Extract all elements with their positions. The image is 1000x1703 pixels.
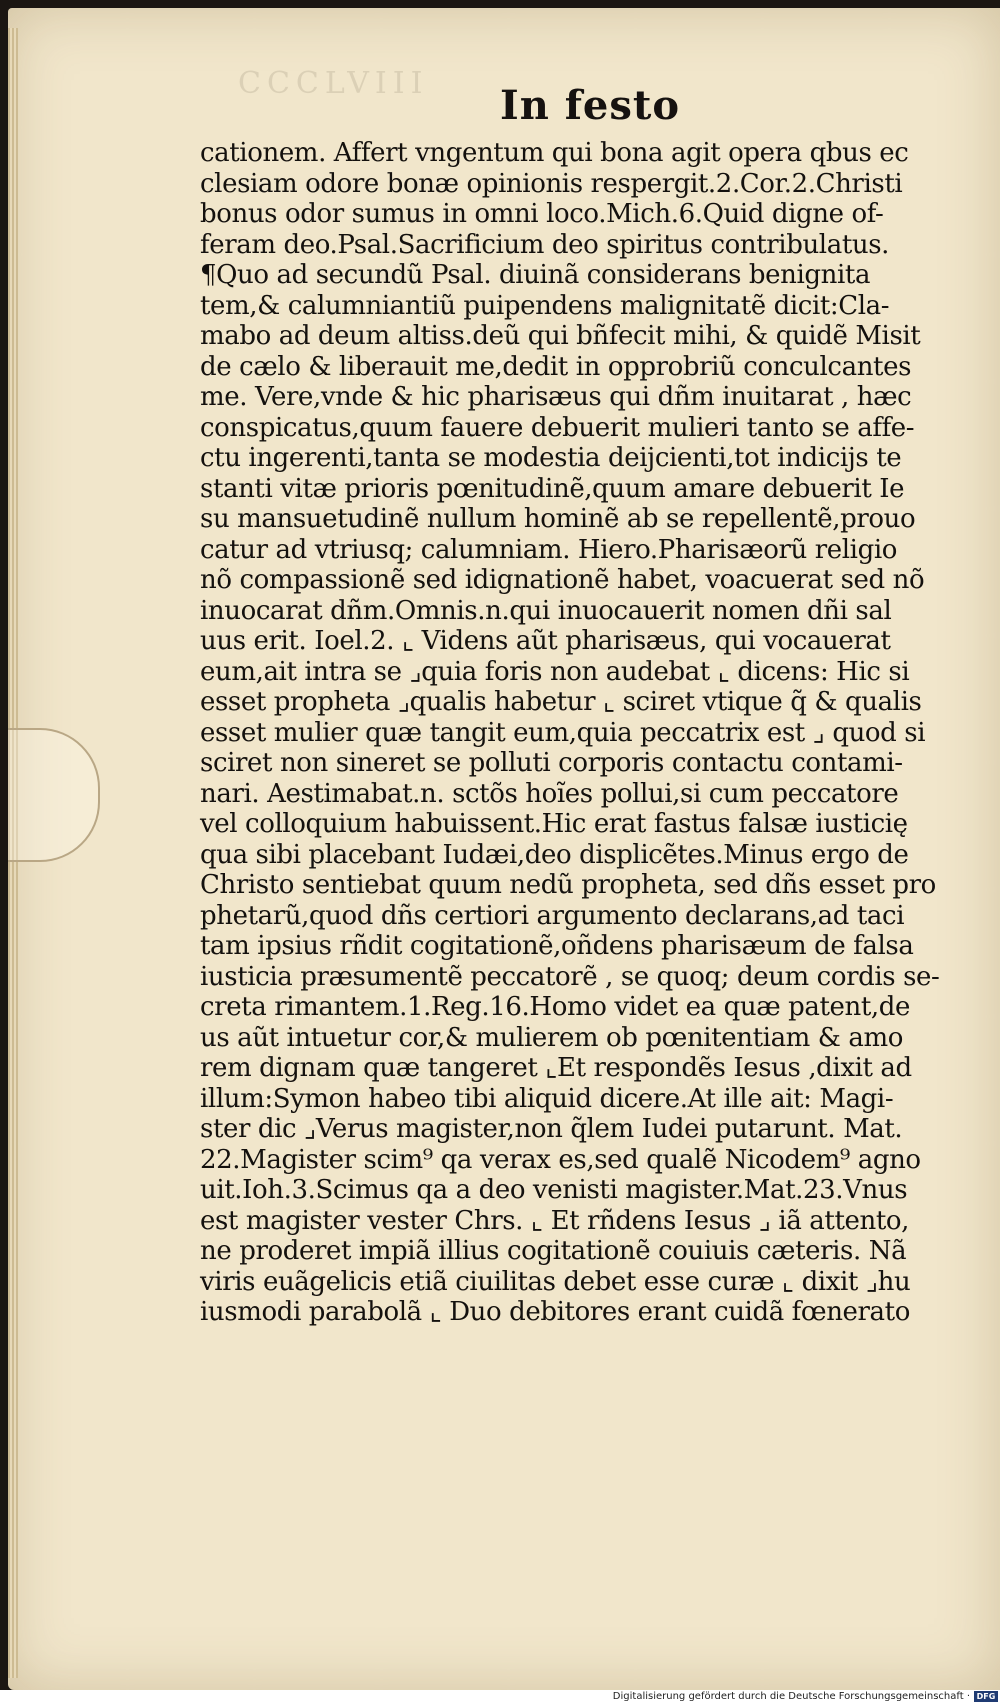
text-line: nõ compassionẽ sed idignationẽ habet, voacuerat sed nõ <box>200 565 925 595</box>
text-line: viris euãgelicis etiã ciuilitas debet esse curæ ⌞ dixit ⌟hu <box>200 1266 911 1297</box>
text-line: creta rimantem.1.Reg.16.Homo videt ea quæ patent,de <box>200 992 910 1022</box>
text-line: esset propheta ⌟qualis habetur ⌞ sciret vtique q̃ & qualis <box>200 687 922 717</box>
text-line: clesiam odore bonæ opinionis respergit.2.Cor.2.Christi <box>200 168 903 199</box>
text-line: eum,ait intra se ⌟quia foris non audebat ⌞ dicens: Hic si <box>200 656 910 687</box>
text-line: mabo ad deum altiss.deũ qui bñfecit mihi, & quidẽ Misit <box>200 321 921 351</box>
text-line: cationem. Affert vngentum qui bona agit opera qbus ec <box>200 138 909 168</box>
text-line: conspicatus,quum fauere debuerit mulieri tanto se affe- <box>200 412 915 443</box>
text-line: iusmodi parabolã ⌞ Duo debitores erant cuidã fœnerato <box>200 1297 910 1327</box>
text-line: qua sibi placebant Iudæi,deo displicẽtes.Minus ergo de <box>200 839 909 870</box>
text-line: su mansuetudinẽ nullum hominẽ ab se repellentẽ,prouo <box>200 504 916 534</box>
footer-credit: Digitalisierung gefördert durch die Deutsche Forschungsgemeinschaft · <box>612 1691 970 1702</box>
text-line: iusticia præsumentẽ peccatorẽ , se quoq; deum cordis se- <box>200 961 940 992</box>
text-line: tem,& calumniantiũ puipendens malignitatẽ dicit:Cla- <box>200 290 890 321</box>
text-line: catur ad vtriusq; calumniam. Hiero.Pharisæorũ religio <box>200 534 897 565</box>
text-line: est magister vester Chrs. ⌞ Et rñdens Iesus ⌟ iã attento, <box>200 1205 909 1236</box>
text-line: phetarũ,quod dñs certiori argumento declarans,ad taci <box>200 900 905 931</box>
text-line: Christo sentiebat quum nedũ propheta, sed dñs esset pro <box>200 870 936 900</box>
text-line: us aũt intuetur cor,& mulierem ob pœnitentiam & amo <box>200 1022 904 1053</box>
text-line: uit.Ioh.3.Scimus qa a deo venisti magister.Mat.23.Vnus <box>200 1175 908 1205</box>
text-line: uus erit. Ioel.2. ⌞ Videns aũt pharisæus, qui vocauerat <box>200 626 891 656</box>
text-line: ne proderet impiã illius cogitationẽ couiuis cæteris. Nã <box>200 1236 907 1266</box>
text-line: nari. Aestimabat.n. sctõs hoĩes pollui,si cum peccatore <box>200 778 899 809</box>
dfg-logo: DFG <box>974 1691 998 1702</box>
text-line: me. Vere,vnde & hic pharisæus qui dñm inuitarat , hæc <box>200 382 912 412</box>
text-line: inuocarat dñm.Omnis.n.qui inuocauerit nomen dñi sal <box>200 595 892 626</box>
text-line: feram deo.Psal.Sacrificium deo spiritus contribulatus. <box>200 229 890 260</box>
text-line: vel colloquium habuissent.Hic erat fastus falsæ iusticię <box>200 809 908 839</box>
text-line: illum:Symon habeo tibi aliquid dicere.At ille ait: Magi- <box>200 1083 894 1114</box>
body-text <box>200 138 940 1328</box>
text-line: sciret non sineret se polluti corporis contactu contami- <box>200 748 903 778</box>
text-line: esset mulier quæ tangit eum,quia peccatrix est ⌟ quod si <box>200 717 926 748</box>
text-line: bonus odor sumus in omni loco.Mich.6.Quid digne of- <box>200 199 884 229</box>
bleed-through-text: CCCLVIII <box>238 66 429 101</box>
text-line: stanti vitæ prioris pœnitudinẽ,quum amare debuerit Ie <box>200 473 905 504</box>
digitization-footer <box>0 1690 1000 1703</box>
text-line: ctu ingerenti,tanta se modestia deijcienti,tot indicijs te <box>200 443 902 473</box>
text-line: rem dignam quæ tangeret ⌞Et respondẽs Iesus ,dixit ad <box>200 1053 912 1083</box>
running-head: In festo <box>500 82 681 129</box>
page-tab-marker <box>8 728 100 862</box>
text-line: de cælo & liberauit me,dedit in opprobriũ conculcantes <box>200 351 912 382</box>
text-line: tam ipsius rñdit cogitationẽ,oñdens pharisæum de falsa <box>200 931 914 961</box>
text-line: ¶Quo ad secundũ Psal. diuinã considerans benignita <box>200 260 871 290</box>
text-line: ster dic ⌟Verus magister,non q̃lem Iudei putarunt. Mat. <box>200 1114 903 1144</box>
text-line: 22.Magister scim⁹ qa verax es,sed qualẽ Nicodem⁹ agno <box>200 1144 921 1175</box>
